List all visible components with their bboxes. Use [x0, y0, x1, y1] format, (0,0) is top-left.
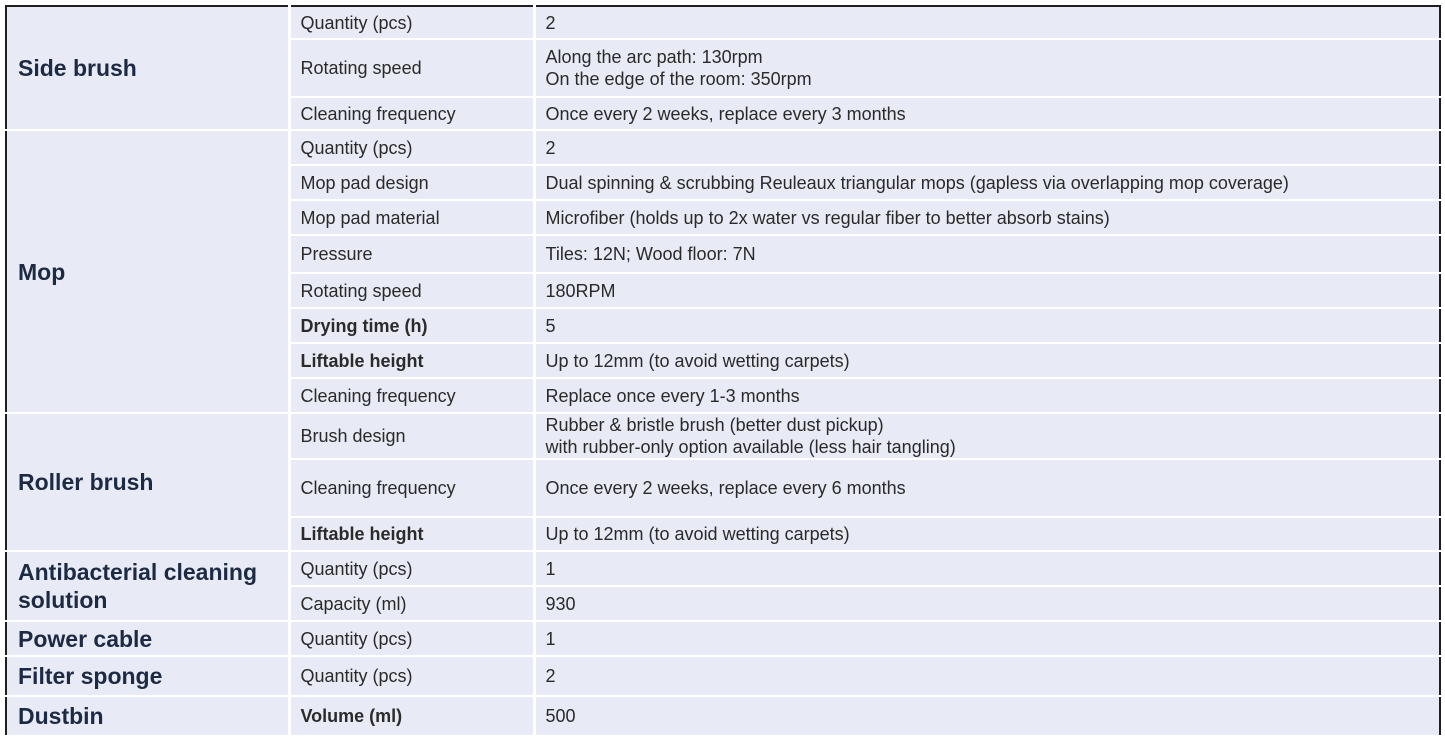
- table-row: [6, 621, 1440, 656]
- value-cell: 180RPM: [534, 273, 1440, 308]
- table-row: [6, 696, 1440, 736]
- property-cell: Quantity (pcs): [289, 551, 534, 586]
- property-cell: Cleaning frequency: [289, 459, 534, 517]
- value-cell: Dual spinning & scrubbing Reuleaux triangular mops (gapless via overlapping mop coverage): [534, 165, 1440, 200]
- value-cell: Up to 12mm (to avoid wetting carpets): [534, 343, 1440, 378]
- table-row: [6, 551, 1440, 586]
- property-cell: Rotating speed: [289, 273, 534, 308]
- value-cell: Once every 2 weeks, replace every 3 months: [534, 97, 1440, 130]
- property-cell: Mop pad design: [289, 165, 534, 200]
- property-cell: Cleaning frequency: [289, 97, 534, 130]
- property-cell: Brush design: [289, 413, 534, 459]
- category-cell: Roller brush: [6, 413, 289, 551]
- property-cell: Mop pad material: [289, 200, 534, 235]
- property-cell: Capacity (ml): [289, 586, 534, 621]
- table-row: [6, 130, 1440, 165]
- table-row: [6, 413, 1440, 459]
- value-cell: 2: [534, 656, 1440, 696]
- value-cell: 500: [534, 696, 1440, 736]
- value-cell: 1: [534, 551, 1440, 586]
- property-cell: Cleaning frequency: [289, 378, 534, 413]
- value-cell: Once every 2 weeks, replace every 6 months: [534, 459, 1440, 517]
- property-cell: Drying time (h): [289, 308, 534, 343]
- value-cell: 930: [534, 586, 1440, 621]
- table-row: [6, 656, 1440, 696]
- table-row: [6, 6, 1440, 39]
- property-cell: Liftable height: [289, 343, 534, 378]
- property-cell: Quantity (pcs): [289, 130, 534, 165]
- spec-table-body: [6, 6, 1440, 736]
- property-cell: Quantity (pcs): [289, 6, 534, 39]
- category-cell: Dustbin: [6, 696, 289, 736]
- value-cell: 1: [534, 621, 1440, 656]
- value-cell: 2: [534, 6, 1440, 39]
- property-cell: Quantity (pcs): [289, 656, 534, 696]
- value-cell: Tiles: 12N; Wood floor: 7N: [534, 235, 1440, 273]
- value-cell: Up to 12mm (to avoid wetting carpets): [534, 517, 1440, 551]
- category-cell: Side brush: [6, 6, 289, 130]
- spec-table: [5, 5, 1441, 737]
- property-cell: Volume (ml): [289, 696, 534, 736]
- value-cell: Replace once every 1-3 months: [534, 378, 1440, 413]
- value-cell: 2: [534, 130, 1440, 165]
- property-cell: Liftable height: [289, 517, 534, 551]
- category-cell: Power cable: [6, 621, 289, 656]
- property-cell: Rotating speed: [289, 39, 534, 97]
- category-cell: Filter sponge: [6, 656, 289, 696]
- property-cell: Quantity (pcs): [289, 621, 534, 656]
- value-cell: Microfiber (holds up to 2x water vs regular fiber to better absorb stains): [534, 200, 1440, 235]
- value-cell: Rubber & bristle brush (better dust pickup) with rubber-only option available (less hair tangling): [534, 413, 1440, 459]
- category-cell: Mop: [6, 130, 289, 413]
- category-cell: Antibacterial cleaning solution: [6, 551, 289, 621]
- property-cell: Pressure: [289, 235, 534, 273]
- value-cell: 5: [534, 308, 1440, 343]
- value-cell: Along the arc path: 130rpm On the edge of the room: 350rpm: [534, 39, 1440, 97]
